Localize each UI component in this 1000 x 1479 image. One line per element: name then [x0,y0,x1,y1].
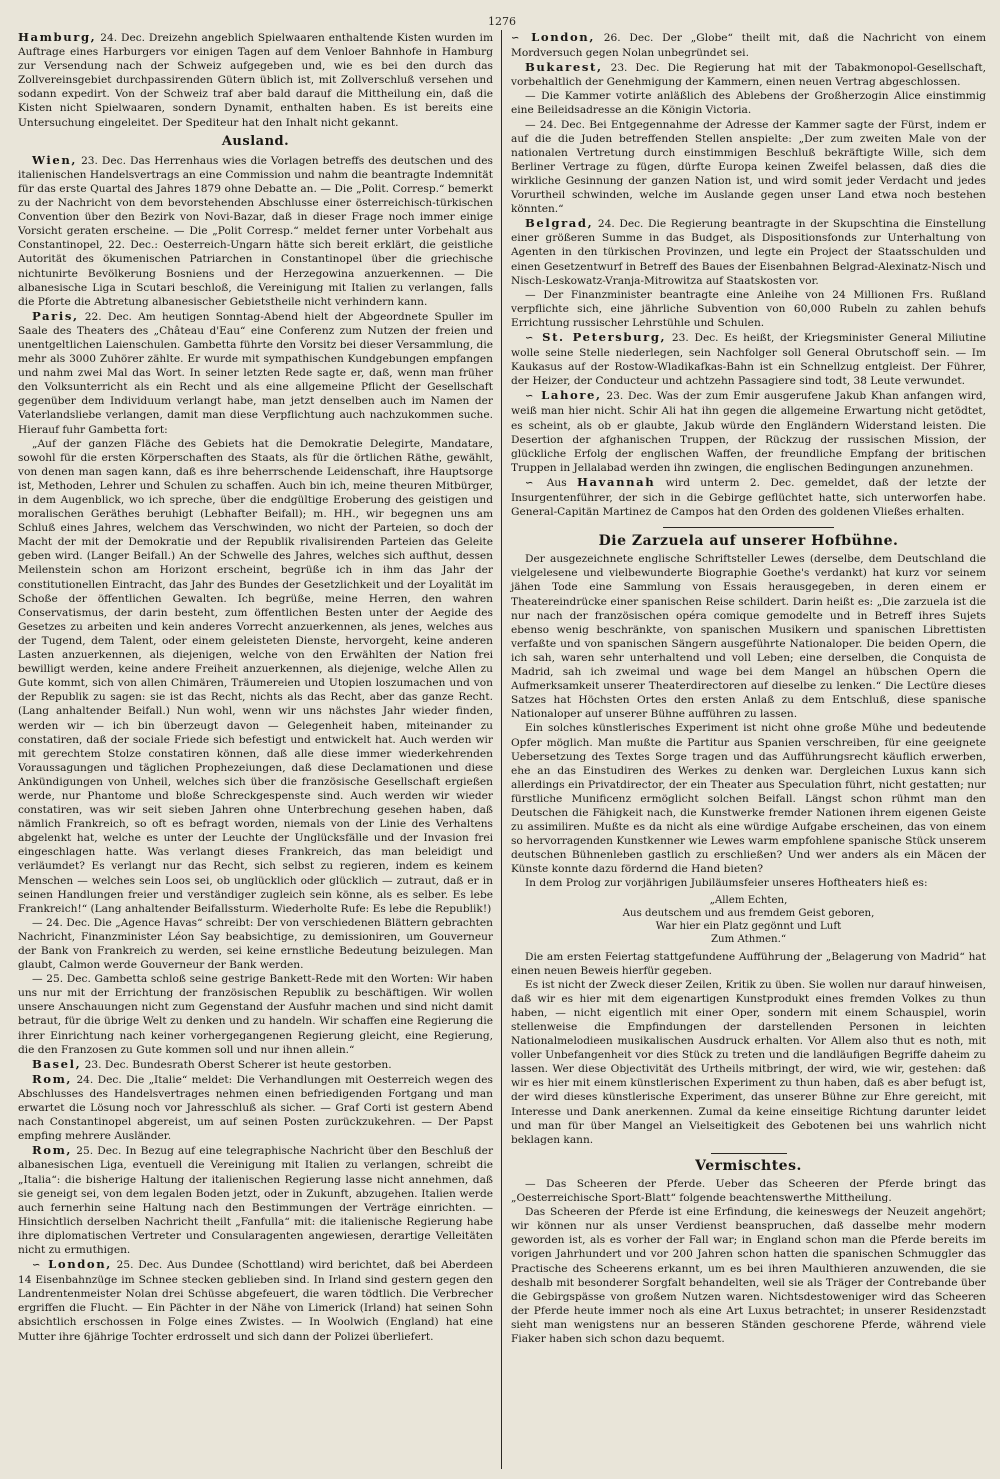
dateline-london-26: London, [531,30,595,44]
zarzuela-para-5: Es ist nicht der Zweck dieser Zeilen, Kritik zu üben. Sie wollen nur darauf hinweisen, daß wir es hier mit dem eigenartigen Kunstprodukt eines fremden Volkes zu thun haben, — nicht eigentlich mit einer Oper, sondern mit einem Schauspiel, worin stellenweise die Empfindungen der darstellenden Personen in leichten Nationalmelodieen musikalischen Ausdruck erhalten. Vor Allem also thut es noth, mit voller Unbefangenheit vor dies Stück zu treten und die landläufigen Begriffe daheim zu lassen. Wer diese Objectivität des Urtheils mitbringt, der wird, wie wir, gestehen: daß wir es hier mit einem künstlerischen Experiment zu thun haben, daß es aber befugt ist, der wird dieses künstlerische Experiment, das unserer Bühne zur Ehre gereicht, mit Interesse und Dank anerkennen. Zumal da keine einseitige Richtung darunter leidet und man für über Mangel an Vielseitigkeit des Gebotenen bei uns wahrlich nicht beklagen kann. [511,978,986,1146]
news-london-25-text: 25. Dec. Aus Dundee (Schottland) wird berichtet, daß bei Aberdeen 14 Eisenbahnzüge im Schnee stecken geblieben sind. In Irland sind gestern gegen den Landrentenmeister Nolan drei Schüsse abgefeuert, die waren tödtlich. Die Verbrecher ergriffen die Flucht. — Ein Pächter in der Nähe von Limerick (Irland) hat seinen Sohn absichtlich erschossen in Folge eines Zwistes. — In Woolwich (England) hat eine Mutter ihre 6jährige Tochter erdrosselt und sich dann der Polizei überliefert. [18,1259,493,1343]
news-rom-24-text: 24. Dec. Die „Italie“ meldet: Die Verhandlungen mit Oesterreich wegen des Abschlusses des Handelsvertrages nehmen einen befriedigenden Fortgang und man erwartet die Lösung noch vor Jahresschluß als sicher. — Graf Corti ist gestern Abend nach Constantinopel abgereist, um auf seinen Posten zurückzukehren. — Der Papst empfing mehrere Ausländer. [18,1073,493,1143]
news-belgrad-text: 24. Dec. Die Regierung beantragte in der Skupschtina die Einstellung einer größeren Summe in das Budget, als Dispositionsfonds zur Unterhaltung von Agenten in den türkischen Provinzen, und legte ein Project der Staatsschulden und einen Gesetzentwurf in Betreff des Baues der Eisenbahnen Belgrad-Alexinatz-Nisch und Nisch-Leskowatz-Vranja-Mitrowitza auf Staatskosten vor. [511,218,986,287]
news-basel [18,1057,493,1072]
dateline-petersburg: St. Petersburg, [542,329,667,344]
zarzuela-para-3: In dem Prolog zur vorjährigen Jubiläumsfeier unseres Hoftheaters hieß es: [525,877,928,890]
news-lahore-text: 23. Dec. Was der zum Emir ausgerufene Jakub Khan anfangen wird, weiß man hier nicht. Schir Ali hat ihn gegen die allgemeine Erwartung nicht getödtet, es scheint, als ob er glaubte, Jakub würde den Engländern Widerstand leisten. Die Desertion der afghanischen Truppen, der Rückzug der russischen Mission, der glückliche Erfolg der englischen Waffen, der freundliche Empfang der britischen Truppen in Jellalabad werden ihn zwingen, die englischen Bedingungen anzunehmen. [511,390,986,474]
dateline-basel: Basel, [32,1056,82,1071]
section-heading-zarzuela: Die Zarzuela auf unserer Hofbühne. [598,533,899,550]
page-number: 1276 [488,15,516,28]
news-lahore [511,388,986,475]
news-wien-text: 23. Dec. Das Herrenhaus wies die Vorlagen betreffs des deutschen und des italienischen Handelsvertrags an eine Commission und nahm die beantragte Indemnität für das erste Quartal des Jahres 1879 ohne Debatte an. — Die „Polit. Corresp.“ bemerkt zu der Nachricht von dem bevorstehenden Abschlusse einer österreichisch-türkischen Convention über den Bezirk von Novi-Bazar, daß in dieser Frage noch immer einige Vorsicht geraten erscheine. — Die „Polit Corresp.“ meldet ferner unter Vorbehalt aus Constantinopel, 22. Dec.: Oesterreich-Ungarn hätte sich bereit erklärt, die geistliche Autorität des ökumenischen Patriarchen in Constantinopel über die griechische nichtunirte Bevölkerung Bosniens und der Herzegowina anzuerkennen. — Die albanesische Liga in Scutari beschloß, die Vereinigung mit Italien zu verlangen, falls die Pforte die Abtretung albanesischer Gebietstheile nicht verhindern kann. [18,154,493,308]
news-petersburg-text: 23. Dec. Es heißt, der Kriegsminister General Miliutine wolle seine Stelle niederlegen, sein Nachfolger soll General Obrutschoff sein. — Im Kaukasus auf der Rostow-Wladikafkas-Bahn ist ein Schnellzug entgleist. Der Führer, der Heizer, der Conducteur und achtzehn Passagiere sind todt, 38 Leute verwundet. [511,331,986,388]
prolog-line: Zum Athmen.“ [710,933,787,945]
news-london-26 [511,30,986,60]
vermischtes-para-1: — Das Scheeren der Pferde. Ueber das Scheeren der Pferde bringt das „Oesterreichische Sport-Blatt“ folgende beachtenswerthe Mittheilung. [511,1177,986,1205]
dateline-london-25: London, [48,1257,112,1272]
right-column [502,30,986,1469]
news-bukarest [511,60,986,89]
news-wien [18,153,493,309]
section-divider [663,527,834,528]
telegraph-mark-icon: ∽ [511,33,520,44]
news-havannah-text: wird unterm 2. Dec. gemeldet, daß der letzte der Insurgentenführer, der sich in die Gebirge geflüchtet hatte, sich unterworfen habe. General-Capitän Martinez de Campos hat den Orden des goldenen Vließes erhalten. [511,476,986,519]
section-heading-vermischtes: Vermischtes. [695,1157,802,1174]
news-bukarest-kammer: — Die Kammer votirte anläßlich des Ablebens der Großherzogin Alice einstimmig eine Beileidsadresse an die Königin Victoria. [511,90,986,117]
news-belgrad-finanz: — Der Finanzminister beantragte eine Anleihe von 24 Millionen Frs. Rußland verpflichte sich, eine jährliche Subvention von 60,000 Rubeln zu zahlen behufs Errichtung russischer Lehrstühle und Schulen. [511,288,986,329]
news-rom-25-text: 25. Dec. In Bezug auf eine telegraphische Nachricht über den Beschluß der albanesischen Liga, eventuell die Vereinigung mit Italien zu verlangen, schreibt die „Italia“: die bisherige Haltung der italienischen Regierung lasse nicht annehmen, daß sie geneigt sei, von dem legalen Boden jetzt, oder in Zukunft, abzugehen. Italien werde auch fernerhin seine Haltung nach den Bestimmungen der Verträge einrichten. — Hinsichtlich derselben Nachricht theilt „Fanfulla“ mit: die italienische Regierung habe ihre diplomatischen Vertreter und Consularagenten angewiesen, derartige Velleitäten nicht zu ermuthigen. [18,1145,494,1256]
news-paris-24: — 24. Dec. Die „Agence Havas“ schreibt: Der von verschiedenen Blättern gebrachten Nachricht, Finanzminister Léon Say beabsichtige, zu demissioniren, um Gouverneur der Bank von Frankreich zu werden, sei keine ernstliche Bedeutung beizulegen. Man glaubt, Calmon werde Gouverneur der Bank werden. [18,916,493,972]
news-paris-25: — 25. Dec. Gambetta schloß seine gestrige Bankett-Rede mit den Worten: Wir haben uns nur mit der Errichtung der französischen Republik zu beschäftigen. Wir wollen unsere Anschauungen nicht zum Gegenstand der Ausfuhr machen und sind nicht damit betraut, für die übrige Welt zu denken und zu handeln. Wir schaffen eine Regierung die ihrer Einrichtung nach keiner vorhergegangenen Regierung gleicht, eine Regierung, die den Franzosen zu Gute kommen soll und nur ihnen allein.“ [18,973,493,1056]
news-paris [18,309,493,437]
dateline-belgrad: Belgrad, [525,216,594,231]
left-column [18,30,502,1469]
news-petersburg [511,330,986,388]
news-bukarest-24: — 24. Dec. Bei Entgegennahme der Adresse der Kammer sagte der Fürst, indem er auf die die Juden betreffenden Stellen anspielte: „Der zum zweiten Male von der nationalen Vertretung durch einstimmigen Beschluß bekräftigte Wille, sich dem Berliner Vertrage zu fügen, dürfte Europa keinen Zweifel belassen, daß dies die wirkliche Gesinnung der ganzen Nation ist, und wird somit jeder Verdacht und jedes Vorurtheil schwinden, welche im Auslande gegen unser Land etwa noch bestehen könnten.“ [511,118,986,216]
news-london-25 [18,1257,493,1344]
news-belgrad [511,216,986,287]
prolog-line: War hier ein Platz gegönnt und Luft [655,920,842,932]
news-paris-text: 22. Dec. Am heutigen Sonntag-Abend hielt der Abgeordnete Spuller im Saale des Theaters des „Château d'Eau“ eine Conferenz zum Nutzen der freien und unentgeltlichen Laienschulen. Gambetta führte den Vorsitz bei dieser Versammlung, die mehr als 3000 Zuhörer zählte. Er wurde mit sympathischen Kundgebungen empfangen und nahm zwei Mal das Wort. In seiner letzten Rede sagte er, daß, wenn man früher den Volksunterricht als ein Recht und als eine allgemeine Pflicht der Gesellschaft gegenüber dem Individuum verlangt habe, man jetzt denselben auch im Namen der Vaterlandsliebe verlangen, damit man diese Verpflichtung auch nachzukommen suche. Hierauf fuhr Gambetta fort: [18,310,493,436]
vermischtes-para-2: Das Scheeren der Pferde ist eine Erfindung, die keineswegs der Neuzeit angehört; wir können nur als unser Verdienst beanspruchen, daß dasselbe mehr modern geworden ist, als es vorher der Fall war; in England schon man die Pferde bereits im vorigen Jahrhundert und vor 200 Jahren schon hatten die spanischen Schmuggler das Practische des Scheerens erkannt, um es bei ihren Maulthieren anzuwenden, die sie deshalb mit besonderer Sorgfalt behandelten, weil sie als Träger der Contrebande über die Gebirgspässe von großem Nutzen waren. Nichtsdestoweniger wird das Scheeren der Pferde heute immer noch als eine Art Luxus betrachtet; in unserer Residenzstadt sieht man wenigstens nur an besseren Ständen geschorene Pferde, während viele Fiaker haben sich schon dazu bequemt. [511,1206,986,1345]
zarzuela-para-2: Ein solches künstlerisches Experiment ist nicht ohne große Mühe und bedeutende Opfer möglich. Man mußte die Partitur aus Spanien verschreiben, für eine geeignete Uebersetzung des Textes Sorge tragen und das Aufführungsrecht käuflich erwerben, ehe an das Einstudiren des Werkes zu denken war. Dergleichen Luxus kann sich allerdings ein Privatdirector, der ein Theater aus Speculation führt, nicht gestatten; nur fürstliche Munificenz ermöglicht solchen Beifall. Längst schon rühmt man den Deutschen die Fähigkeit nach, die Kunstwerke fremder Nationen ihrem eigenen Geiste zu assimiliren. Mußte es da nicht als eine würdige Aufgabe erscheinen, das von einem so hervorragenden Kunstkenner wie Lewes warm empfohlene spanische Stück unserem deutschen Bühnenleben gastlich zu erschließen? Und wer anders als ein Mäcen der Künste konnte dazu fördernd die Hand bieten? [511,722,986,876]
telegraph-mark-icon: ∽ [525,477,534,489]
dateline-paris: Paris, [32,308,79,323]
section-divider [711,1153,787,1154]
news-bukarest-text: 23. Dec. Die Regierung hat mit der Tabakmonopol-Gesellschaft, vorbehaltlich der Genehmigung der Kammern, einen neuen Vertrag abgeschlossen. [511,62,986,89]
telegraph-mark-icon: ∽ [525,332,534,344]
news-london-26-text: 26. Dec. Der „Globe“ theilt mit, daß die Nachricht von einem Mordversuch gegen Nolan unbegründet sei. [511,32,986,60]
zarzuela-para-1: Der ausgezeichnete englische Schriftsteller Lewes (derselbe, dem Deutschland die vielgelesene und vielbewunderte Biographie Goethe's verdankt) hat kurz vor seinem jähen Tode eine Sammlung von Essais herausgegeben, in deren einem er Theatereindrücke einer spanischen Reise schildert. Darin heißt es: „Die zarzuela ist die nur nach der französischen opéra comique gemodelte und in Betreff ihres Sujets ebenso wenig beschränkte, von spanischen Musikern und spanischen Librettisten verfaßte und von spanischen Sängern ausgeführte Nationaloper. Die beiden Opern, die ich sah, waren sehr unterhaltend und voll Leben; eine derselben, die Conquista de Madrid, sah ich zweimal und wage bei dem Mangel an hübschen Opern die Aufmerksamkeit unserer Theaterdirectoren auf dieselbe zu lenken.“ Die Lectüre dieses Satzes hat Höchsten Ortes den ersten Anlaß zu dem Entschluß, diese spanische Nationaloper auf unserer Bühne aufführen zu lassen. [511,553,986,721]
prolog-line: „Allem Echten, [709,894,788,906]
prolog-quote [511,894,986,946]
telegraph-mark-icon: ∽ [525,391,534,403]
telegraph-mark-icon: ∽ [32,1260,41,1272]
dateline-havannah: Havannah [577,474,656,489]
dateline-bukarest: Bukarest, [525,60,603,75]
news-basel-text: 23. Dec. Bundesrath Oberst Scherer ist heute gestorben. [84,1058,392,1071]
zarzuela-para-4: Die am ersten Feiertag stattgefundene Aufführung der „Belagerung von Madrid“ hat einen neuen Beweis hierfür gegeben. [511,950,986,977]
prolog-line: Aus deutschem und aus fremdem Geist geboren, [622,907,875,919]
news-hamburg-text: 24. Dec. Dreizehn angeblich Spielwaaren enthaltende Kisten wurden im Auftrage eines Harburgers vor einigen Tagen auf dem Venloer Bahnhofe in Hamburg zur Versendung nach der Schweiz aufgegeben und, wie es bei den durch das Zollvereinsgebiet durchpassirenden Gütern üblich ist, mit Zollverschluß versehen und sodann expedirt. Von der Schweiz traf aber bald darauf die Mittheilung ein, daß die Kisten nicht Spielwaaren, sondern Dynamit, enthalten haben. Es ist bereits eine Untersuchung eingeleitet. Der Spediteur hat den Inhalt nicht gekannt. [18,32,493,129]
news-hamburg [18,30,493,130]
news-havannah-pre: Aus [546,476,567,489]
section-heading-ausland: Ausland. [221,133,290,149]
news-havannah [511,475,986,519]
dateline-wien: Wien, [32,152,78,167]
gambetta-speech: „Auf der ganzen Fläche des Gebiets hat die Demokratie Delegirte, Mandatare, sowohl für die ersten Körperschaften des Staats, als für die örtlichen Räthe, gewählt, von denen man sagen kann, daß es ihre beherrschende Leidenschaft, ihre Hauptsorge ist, Methoden, Lehrer und Schulen zu schaffen. Auch bin ich, meine theuren Mitbürger, in dem Augenblick, wo ich spreche, über die endgültige Eroberung des geistigen und moralischen Geräthes beruhigt (Lebhafter Beifall); m. HH., wir begegnen uns am Schluß eines Jahres, welchem das Verschwinden, wo nicht der Parteien, so doch der Macht der mit der Demokratie und der Republik rivalisirenden Parteien das Geleite geben wird. (Langer Beifall.) An der Schwelle des Jahres, welches sich aufthut, dessen Meilenstein schon am Horizont erscheint, begrüße ich in ihm das Jahr der constitutionellen Eintracht, das Jahr des Bundes der Gesetzlichkeit und der Loyalität im Schoße der öffentlichen Gewalten. Ich begrüße, meine Herren, den wahren Conservatismus, der darin besteht, zum öffentlichen Besten unter der Aegide des Gesetzes zu arbeiten und kein anderes Vorrecht anzuerkennen, als jenes, welches aus der Tugend, dem Talent, oder einem geleisteten Dienste, hervorgeht, keine anderen Lasten anzuerkennen, als diejenigen, welche von den Erwählten der Nation frei bewilligt werden, keine andere Freiheit anzuerkennen, als diejenige, welche Allen zu Gute kommt, sich von allen Chimären, Träumereien und Utopien loszumachen und von der Republik zu sagen: sie ist das Recht, nichts als das Recht, aber das ganze Recht. (Lang anhaltender Beifall.) Nun wohl, wenn wir uns nächstes Jahr wieder finden, werden wir — ich bin überzeugt davon — Gelegenheit haben, miteinander zu constatiren, daß der sociale Friede sich befestigt und entwickelt hat. Auch werden wir mit gerechtem Stolze constatiren können, daß alle diese immer wiederkehrenden Voraussagungen und täglichen Prophezeiungen, daß diese Declamationen und diese Ankündigungen von Unheil, welches sich über die französische Gesellschaft ergießen werde, nur Phantome und bloße Schreckgespenste sind. Auch werden wir wieder constatiren, was wir seit sieben Jahren ohne Unterbrechung gesehen haben, daß nämlich Frankreich, so oft es befragt worden, niemals von der Linie des Verhaltens abgelenkt hat, welche es unter der Leuchte der Unglücksfälle und der Invasion frei eingeschlagen hatte. Was verlangt dieses Frankreich, das man beleidigt und verläumdet? Es verlangt nur das Recht, sich selbst zu regieren, indem es keinem Menschen — welches sein Loos sei, ob unglücklich oder glücklich — zutraut, daß er in seinen Handlungen freier und verständiger zugleich sein könne, als es selber. Es lebe Frankreich!“ (Lang anhaltender Beifallssturm. Wiederholte Rufe: Es lebe die Republik!) [18,437,493,915]
news-rom-25 [18,1143,493,1257]
news-rom-24 [18,1072,493,1143]
dateline-rom-25: Rom, [32,1143,73,1158]
dateline-rom-24: Rom, [32,1071,73,1086]
article-columns [18,30,986,1469]
dateline-hamburg: Hamburg, [18,30,97,44]
dateline-lahore: Lahore, [541,388,602,403]
